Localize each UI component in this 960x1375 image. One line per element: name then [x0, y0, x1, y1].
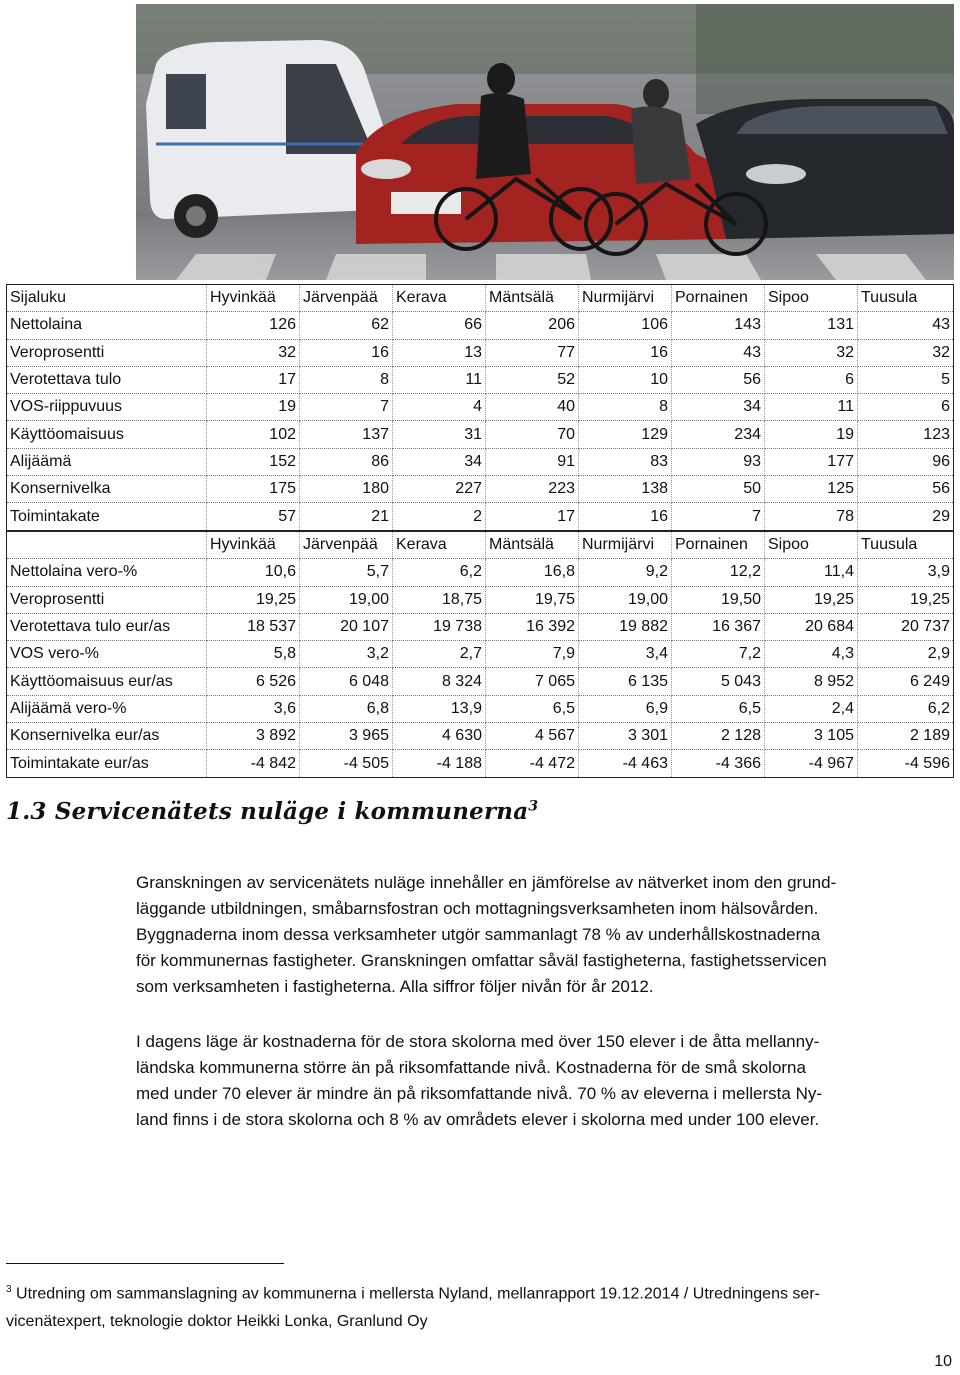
- table-cell: -4 596: [858, 750, 954, 777]
- per-capita-table: [6, 531, 954, 778]
- row-label: Toimintakate eur/as: [7, 750, 207, 777]
- table-cell: 43: [858, 312, 954, 339]
- table-cell: 3,2: [300, 641, 393, 668]
- table-row: [7, 448, 954, 475]
- table-cell: 3,6: [207, 695, 300, 722]
- table-cell: 2,9: [858, 641, 954, 668]
- table-cell: 206: [486, 312, 579, 339]
- table-cell: 125: [765, 476, 858, 503]
- table-cell: 5,8: [207, 641, 300, 668]
- table-cell: 3,9: [858, 559, 954, 586]
- table-cell: 91: [486, 448, 579, 475]
- table-cell: 5: [858, 366, 954, 393]
- table-cell: 3 105: [765, 723, 858, 750]
- table-cell: 8: [579, 394, 672, 421]
- table-cell: 5 043: [672, 668, 765, 695]
- table-cell: 126: [207, 312, 300, 339]
- table-cell: -4 463: [579, 750, 672, 777]
- table-cell: 2: [393, 503, 486, 530]
- column-header: Tuusula: [858, 285, 954, 312]
- column-header: Tuusula: [858, 532, 954, 559]
- table-cell: 10: [579, 366, 672, 393]
- column-header: Sipoo: [765, 285, 858, 312]
- table-cell: 10,6: [207, 559, 300, 586]
- table-cell: 57: [207, 503, 300, 530]
- table-cell: 50: [672, 476, 765, 503]
- table-cell: 180: [300, 476, 393, 503]
- table-cell: -4 188: [393, 750, 486, 777]
- table-cell: 19,00: [300, 586, 393, 613]
- section-heading: 1.3 Servicenätets nuläge i kommunerna$^3$: [6, 798, 539, 825]
- table-row: [7, 695, 954, 722]
- footnote: $^3$ Utredning om sammanslagning av kommunerna i mellersta Nyland, mellanrapport 19.12.2014 / Utredningens ser- vicenätexpert, teknologie doktor Heikki Lonka, Granlund Oy: [6, 1284, 820, 1331]
- table-row: [7, 613, 954, 640]
- table-cell: 3 892: [207, 723, 300, 750]
- table-cell: 83: [579, 448, 672, 475]
- table-header-row: [7, 532, 954, 559]
- table-cell: 20 684: [765, 613, 858, 640]
- row-label: Käyttöomaisuus eur/as: [7, 668, 207, 695]
- table-cell: 19 738: [393, 613, 486, 640]
- row-label: Nettolaina: [7, 312, 207, 339]
- table-cell: 9,2: [579, 559, 672, 586]
- table-cell: 6,2: [858, 695, 954, 722]
- row-label: Toimintakate: [7, 503, 207, 530]
- table-cell: -4 967: [765, 750, 858, 777]
- table-cell: 106: [579, 312, 672, 339]
- table-cell: 4 630: [393, 723, 486, 750]
- table-cell: 16 392: [486, 613, 579, 640]
- table-cell: -4 842: [207, 750, 300, 777]
- table-cell: 4,3: [765, 641, 858, 668]
- table-cell: 3 965: [300, 723, 393, 750]
- table-cell: 143: [672, 312, 765, 339]
- table-cell: 19: [765, 421, 858, 448]
- table-cell: 6 048: [300, 668, 393, 695]
- table-cell: 52: [486, 366, 579, 393]
- body-paragraph-1: Granskningen av servicenätets nuläge innehåller en jämförelse av nätverket inom den grund- läggande utbildningen, småbarnsfostran och mottagningsverksamheten inom hälsovården. Byggnaderna inom dessa verksamheter utgör sammanlagt 78 % av underhållskostnaderna för kommunernas fastigheter. Granskningen omfattar såväl fastigheterna, fastighetsservicen som verksamheten i fastigheterna. Alla siffror följer nivån för år 2012.: [136, 873, 837, 996]
- table-cell: 2 128: [672, 723, 765, 750]
- table-cell: 21: [300, 503, 393, 530]
- table-cell: 66: [393, 312, 486, 339]
- table-cell: 43: [672, 339, 765, 366]
- row-label: Verotettava tulo: [7, 366, 207, 393]
- table-cell: 86: [300, 448, 393, 475]
- table-row: [7, 668, 954, 695]
- table-cell: 16 367: [672, 613, 765, 640]
- table-cell: 31: [393, 421, 486, 448]
- row-label: Veroprosentti: [7, 339, 207, 366]
- table-cell: 17: [207, 366, 300, 393]
- table-cell: 175: [207, 476, 300, 503]
- table-cell: 6,8: [300, 695, 393, 722]
- table-cell: 3 301: [579, 723, 672, 750]
- table-cell: -4 366: [672, 750, 765, 777]
- table-cell: 7: [300, 394, 393, 421]
- footnote-ref: 3: [528, 798, 539, 815]
- table-cell: 102: [207, 421, 300, 448]
- table-cell: 32: [765, 339, 858, 366]
- row-label: VOS vero-%: [7, 641, 207, 668]
- column-header: Kerava: [393, 532, 486, 559]
- table-cell: 4: [393, 394, 486, 421]
- table-cell: 6 249: [858, 668, 954, 695]
- column-header: Sijaluku: [7, 285, 207, 312]
- row-label: Alijäämä vero-%: [7, 695, 207, 722]
- table-cell: 96: [858, 448, 954, 475]
- table-cell: 234: [672, 421, 765, 448]
- table-cell: 223: [486, 476, 579, 503]
- table-cell: 11: [393, 366, 486, 393]
- table-cell: 19,00: [579, 586, 672, 613]
- table-row: [7, 421, 954, 448]
- table-cell: 34: [393, 448, 486, 475]
- table-cell: 5,7: [300, 559, 393, 586]
- table-cell: 20 737: [858, 613, 954, 640]
- table-cell: 77: [486, 339, 579, 366]
- row-label: Konsernivelka: [7, 476, 207, 503]
- car-icon: [696, 99, 954, 239]
- street-scene-image: [136, 4, 954, 280]
- table-cell: 11,4: [765, 559, 858, 586]
- table-cell: 8 324: [393, 668, 486, 695]
- street-photo: [136, 4, 954, 280]
- table-cell: 19,25: [765, 586, 858, 613]
- table-cell: 40: [486, 394, 579, 421]
- row-label: Alijäämä: [7, 448, 207, 475]
- table-cell: 13,9: [393, 695, 486, 722]
- table-cell: 129: [579, 421, 672, 448]
- table-cell: 18,75: [393, 586, 486, 613]
- row-label: Verotettava tulo eur/as: [7, 613, 207, 640]
- table-row: [7, 723, 954, 750]
- table-cell: 16: [579, 339, 672, 366]
- body-paragraph-2: I dagens läge är kostnaderna för de stora skolorna med över 150 elever i de åtta mellanny- ländska kommunerna större än på riksomfattande nivå. Kostnaderna för de små skolorna med under 70 elever är mindre än på riksomfattande nivå. 70 % av eleverna i mellersta Ny- land finns i de stora skolorna och 8 % av områdets elever i skolorna med under 100 elever.: [136, 1032, 823, 1129]
- table-cell: 32: [207, 339, 300, 366]
- table-cell: 19: [207, 394, 300, 421]
- row-label: Veroprosentti: [7, 586, 207, 613]
- column-header: Mäntsälä: [486, 285, 579, 312]
- page-number: 10: [934, 1353, 952, 1370]
- table-cell: 19 882: [579, 613, 672, 640]
- column-header: Hyvinkää: [207, 285, 300, 312]
- table-cell: 93: [672, 448, 765, 475]
- table-cell: 70: [486, 421, 579, 448]
- table-cell: 56: [858, 476, 954, 503]
- row-label: Nettolaina vero-%: [7, 559, 207, 586]
- table-cell: 3,4: [579, 641, 672, 668]
- table-cell: 19,25: [207, 586, 300, 613]
- table-cell: 7: [672, 503, 765, 530]
- table-cell: 6,5: [672, 695, 765, 722]
- table-row: [7, 641, 954, 668]
- column-header: Pornainen: [672, 285, 765, 312]
- table-cell: 227: [393, 476, 486, 503]
- table-cell: 11: [765, 394, 858, 421]
- table-row: [7, 339, 954, 366]
- ranking-table: [6, 284, 954, 531]
- table-cell: 6,5: [486, 695, 579, 722]
- table-row: [7, 750, 954, 777]
- column-header: Pornainen: [672, 532, 765, 559]
- row-label: Käyttöomaisuus: [7, 421, 207, 448]
- table-cell: 6,2: [393, 559, 486, 586]
- column-header: Kerava: [393, 285, 486, 312]
- table-cell: 6 526: [207, 668, 300, 695]
- table-cell: 6 135: [579, 668, 672, 695]
- table-row: [7, 476, 954, 503]
- table-cell: 2,7: [393, 641, 486, 668]
- column-header: Sipoo: [765, 532, 858, 559]
- table-cell: 6: [858, 394, 954, 421]
- table-cell: 17: [486, 503, 579, 530]
- footnote-mark: 3: [6, 1284, 12, 1295]
- column-header: Hyvinkää: [207, 532, 300, 559]
- table-cell: 123: [858, 421, 954, 448]
- table-cell: 8: [300, 366, 393, 393]
- row-label: Konsernivelka eur/as: [7, 723, 207, 750]
- table-cell: 8 952: [765, 668, 858, 695]
- table-cell: 18 537: [207, 613, 300, 640]
- table-row: [7, 559, 954, 586]
- column-header: Nurmijärvi: [579, 285, 672, 312]
- table-cell: 19,50: [672, 586, 765, 613]
- column-header: Mäntsälä: [486, 532, 579, 559]
- table-cell: 7 065: [486, 668, 579, 695]
- table-cell: 32: [858, 339, 954, 366]
- table-cell: 2,4: [765, 695, 858, 722]
- table-header-row: [7, 285, 954, 312]
- column-header: [7, 532, 207, 559]
- column-header: Nurmijärvi: [579, 532, 672, 559]
- row-label: VOS-riippuvuus: [7, 394, 207, 421]
- table-cell: -4 472: [486, 750, 579, 777]
- table-cell: 152: [207, 448, 300, 475]
- table-cell: 4 567: [486, 723, 579, 750]
- table-row: [7, 366, 954, 393]
- table-cell: 20 107: [300, 613, 393, 640]
- table-cell: 78: [765, 503, 858, 530]
- table-cell: 7,2: [672, 641, 765, 668]
- table-cell: 19,75: [486, 586, 579, 613]
- table-cell: 62: [300, 312, 393, 339]
- table-cell: 177: [765, 448, 858, 475]
- table-cell: 16: [300, 339, 393, 366]
- table-cell: 7,9: [486, 641, 579, 668]
- table-cell: 19,25: [858, 586, 954, 613]
- footnote-divider: [6, 1263, 284, 1264]
- column-header: Järvenpää: [300, 285, 393, 312]
- table-row: [7, 394, 954, 421]
- table-cell: 29: [858, 503, 954, 530]
- table-cell: 16,8: [486, 559, 579, 586]
- table-cell: 12,2: [672, 559, 765, 586]
- table-row: [7, 503, 954, 530]
- table-cell: 56: [672, 366, 765, 393]
- table-cell: 13: [393, 339, 486, 366]
- table-cell: 6: [765, 366, 858, 393]
- table-cell: 2 189: [858, 723, 954, 750]
- table-cell: -4 505: [300, 750, 393, 777]
- table-cell: 131: [765, 312, 858, 339]
- column-header: Järvenpää: [300, 532, 393, 559]
- table-row: [7, 312, 954, 339]
- table-row: [7, 586, 954, 613]
- table-cell: 138: [579, 476, 672, 503]
- table-cell: 16: [579, 503, 672, 530]
- table-cell: 137: [300, 421, 393, 448]
- table-cell: 34: [672, 394, 765, 421]
- table-cell: 6,9: [579, 695, 672, 722]
